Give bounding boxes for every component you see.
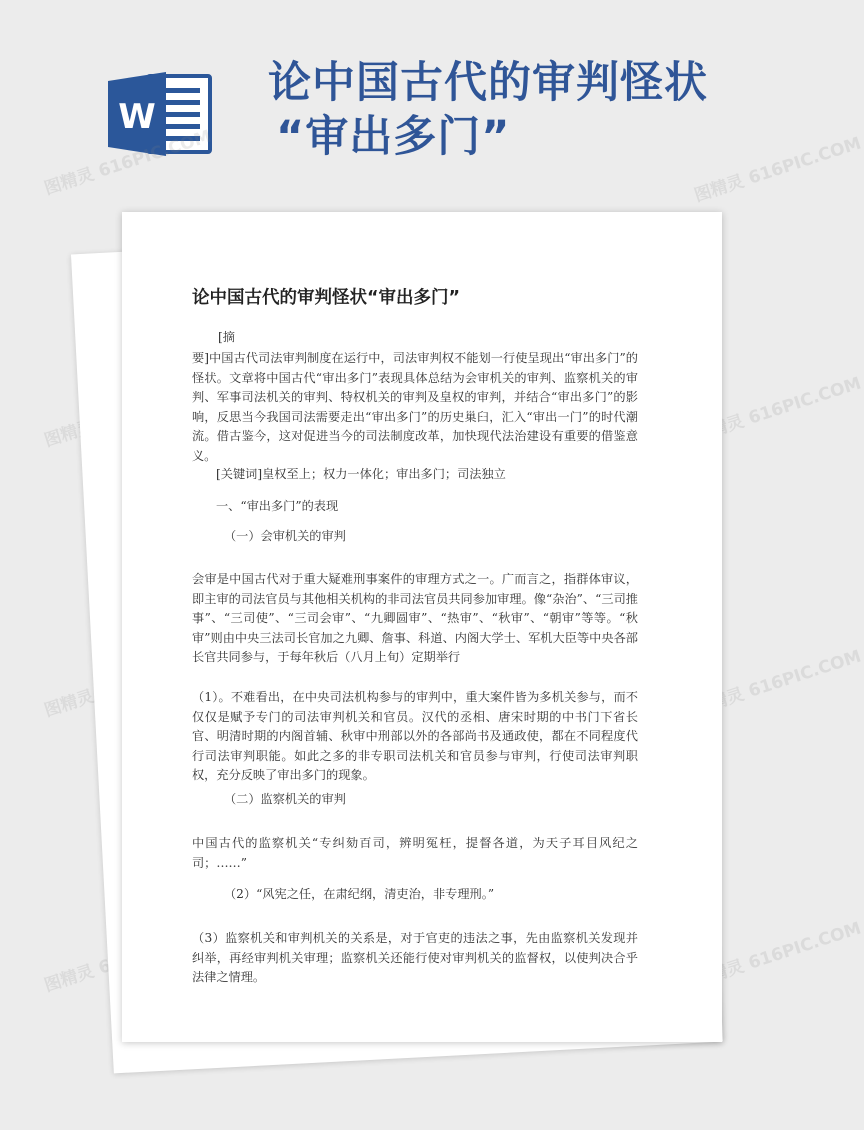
watermark: 图精灵 616PIC.COM xyxy=(691,133,864,207)
paragraph-joint-trial: 会审是中国古代对于重大疑难刑事案件的审理方式之一。广而言之，指群体审议，即主审的司法官员与其他相关机构的非司法官员共同参加审理。像“杂治”、“三司推事”、“三司使”、“三司会审”、“九卿圆审”、“热审”、“秋审”、“朝审”等等。“秋审”则由中央三法司长官加之九卿、詹事、科道、内阁大学士、军机大臣等中央各部长官共同参与，于每年秋后（八月上旬）定期举行 xyxy=(192,572,638,665)
banner-title xyxy=(268,56,708,164)
watermark: 图精灵 616PIC.COM xyxy=(691,373,864,447)
abstract-paragraph: 要]中国古代司法审判制度在运行中，司法审判权不能划一行使呈现出“审出多门”的怪状。文章将中国古代“审出多门”表现具体总结为会审机关的审判、监察机关的审判、军事司法机关的审判、特权机关的审判及皇权的审判，并结合“审出多门”的影响，反思当今我国司法需要走出“审出多门”的历史巢臼，汇入“审出一门”的时代潮流。借古鉴今，这对促进当今的司法制度改革，加快现代法治建设有重要的借鉴意义。 xyxy=(192,351,638,463)
banner-title-line-2: “审出多门” xyxy=(276,112,511,162)
document-title: 论中国古代的审判怪状“审出多门” xyxy=(192,288,461,308)
paragraph-supervision: 中国古代的监察机关“专纠劾百司，辨明冤枉，提督各道，为天子耳目风纪之司；……” xyxy=(192,836,638,870)
subsection-heading-1: （一）会审机关的审判 xyxy=(224,529,346,543)
watermark: 图精灵 616PIC.COM xyxy=(41,126,214,200)
paragraph-quote: （2）“风宪之任，在肃纪纲，清吏治，非专理刑。” xyxy=(224,887,495,901)
keywords-line: [关键词]皇权至上；权力一体化；审出多门；司法独立 xyxy=(216,467,506,481)
paragraph-relationship: （3）监察机关和审判机关的关系是，对于官吏的违法之事，先由监察机关发现并纠举，再经审判机关审理；监察机关还能行使对审判机关的监督权，以使判决合乎法律之情理。 xyxy=(192,931,638,985)
word-icon-letter: W xyxy=(118,97,156,137)
word-document-icon xyxy=(108,72,214,156)
watermark: 图精灵 616PIC.COM xyxy=(691,646,864,720)
watermark: 图精灵 xyxy=(41,416,97,452)
document-page xyxy=(122,212,722,1042)
banner-title-line-1: 论中国古代的审判怪状 xyxy=(268,58,708,108)
paragraph-multi-agency: （1）。不难看出，在中央司法机构参与的审判中，重大案件皆为多机关参与，而不仅仅是赋予专门的司法审判机关和官员。汉代的丞相、唐宋时期的中书门下省长官、明清时期的内阁首辅、秋审中刑部以外的各部尚书及通政使，都在不同程度代行司法审判职能。如此之多的非专职司法机关和官员参与审判，行使司法审判职权，充分反映了审出多门的现象。 xyxy=(192,690,638,783)
watermark: 图精灵 616PIC.COM xyxy=(691,918,864,992)
subsection-heading-2: （二）监察机关的审判 xyxy=(224,792,346,806)
watermark: 图精灵 xyxy=(41,686,97,722)
section-heading-1: 一、“审出多门”的表现 xyxy=(216,499,339,513)
watermark: 图精灵 xyxy=(41,961,97,997)
abstract-bracket: [摘 xyxy=(218,330,235,344)
